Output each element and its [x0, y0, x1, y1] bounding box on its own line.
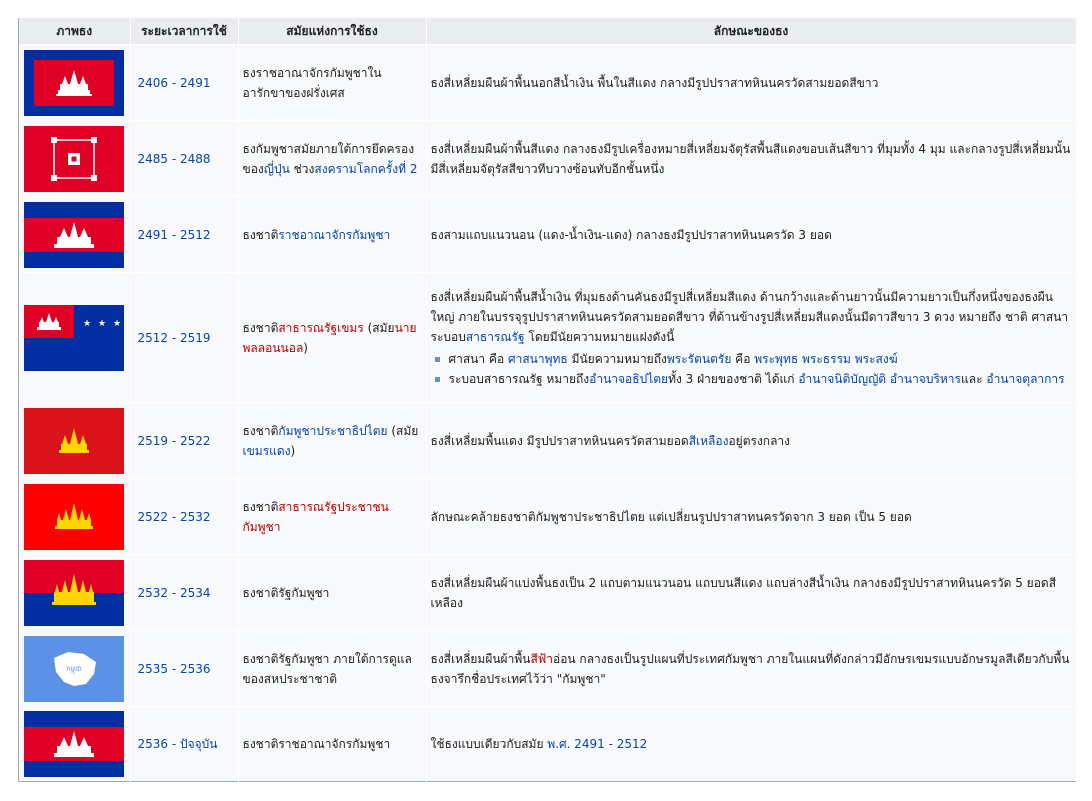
state-of-cambodia-flag-image[interactable]: [24, 560, 124, 626]
era-cell: [238, 121, 426, 197]
buddhism-link[interactable]: ศาสนาพุทธ: [507, 351, 568, 366]
japan-link[interactable]: ญี่ปุ่น: [263, 161, 290, 176]
flag-image-cell: [19, 479, 130, 555]
list-text: ทั้ง 3 ฝ่ายของชาติ ได้แก่: [668, 371, 799, 386]
description-cell: ธงสี่เหลี่ยมผืนผ้าพื้นสีแดง กลางธงมีรูปเครื่องหมายสี่เหลี่ยมจัตุรัสพื้นสีแดงขอบเส้นสีขาว ที่มุมทั้ง 4 มุม และกลางรูปสี่เหลี่ยมนั้นมีสี่เหลี่ยมจัตุรัสสีขาวทีบวางซ้อนทับอีกชั้นหนึ่ง: [426, 121, 1076, 197]
period-link[interactable]: 2512 - 2519: [137, 330, 211, 345]
table-row: [19, 45, 1076, 121]
table-row: [19, 555, 1076, 631]
flag-image-cell: [19, 45, 130, 121]
period-cell: [130, 45, 238, 121]
era-cell: ธงราชอาณาจักรกัมพูชาในอารักขาของฝรั่งเศส: [238, 45, 426, 121]
era-text: ช่วง: [289, 161, 315, 176]
flag-image-cell: [19, 273, 130, 403]
meaning-list: [431, 349, 1072, 389]
period-link[interactable]: 2535 - 2536: [137, 661, 211, 676]
judicial-link[interactable]: อำนาจตุลาการ: [986, 371, 1065, 386]
kingdom-link[interactable]: ราชอาณาจักรกัมพูชา: [278, 227, 391, 242]
description-cell: ธงสี่เหลี่ยมผืนผ้าแบ่งพื้นธงเป็น 2 แถบตามแนวนอน แถบบนสีแดง แถบล่างสีน้ำเงิน กลางธงมีรูปปราสาทหินนครวัด 5 ยอดสีเหลือง: [426, 555, 1076, 631]
header-description[interactable]: ลักษณะของธง: [426, 18, 1076, 45]
khmer-republic-flag-image[interactable]: [24, 305, 124, 371]
period-link[interactable]: 2491 - 2512: [137, 227, 211, 242]
list-text: ระบอบสาธารณรัฐ หมายถึง: [448, 371, 590, 386]
era-cell: [238, 197, 426, 273]
era-text: ): [303, 340, 308, 355]
svg-text:★: ★: [83, 318, 92, 329]
ww2-link[interactable]: สงครามโลกครั้งที่ 2: [314, 161, 418, 176]
sovereignty-link[interactable]: อำนาจอธิปไตย: [589, 371, 669, 386]
era-text: (สมัย: [363, 320, 395, 335]
description-text: ใช้ธงแบบเดียวกับสมัย: [430, 737, 548, 752]
header-era[interactable]: สมัยแห่งการใช้ธง: [238, 18, 426, 45]
legislative-executive-link[interactable]: อำนาจนิติบัญญัติ อำนาจบริหาร: [798, 371, 961, 386]
period-link[interactable]: 2519 - 2522: [137, 433, 211, 448]
kingdom-flag-image[interactable]: [24, 202, 124, 268]
description-text: อ่อน กลางธงเป็นรูปแผนที่ประเทศกัมพูชา ภายในแผนที่ดังกล่าวมีอักษรเขมรแบบอักษรมูลสีเดียวกับพื้นธงจารึกชื่อประเทศไว้ว่า "กัมพูชา": [430, 651, 1070, 686]
flag-image-cell: [19, 197, 130, 273]
flag-image-cell: [19, 555, 130, 631]
era-text: (สมัย: [387, 423, 419, 438]
khmer-rouge-link[interactable]: เขมรแดง: [242, 443, 291, 458]
japanese-occupation-flag-image[interactable]: [24, 126, 124, 192]
era-cell: [238, 403, 426, 479]
prk-link[interactable]: สาธารณรัฐประชาชนกัมพูชา: [242, 499, 389, 534]
description-text: ธงสี่เหลี่ยมผืนผ้าพื้น: [430, 651, 531, 666]
description-cell: [426, 403, 1076, 479]
lon-nol-link[interactable]: นายพลลอนนอล: [242, 320, 417, 355]
period-cell: [130, 631, 238, 707]
prk-flag-image[interactable]: [24, 484, 124, 550]
description-cell: [426, 707, 1076, 782]
era-text: ): [290, 443, 296, 458]
table-row: [19, 121, 1076, 197]
yellow-link[interactable]: สีเหลือง: [688, 433, 729, 448]
list-item: [449, 369, 1072, 389]
description-cell: ลักษณะคล้ายธงชาติกัมพูชาประชาธิปไตย แต่เปลี่ยนรูปปราสาทนครวัดจาก 3 ยอด เป็น 5 ยอด: [426, 479, 1076, 555]
flag-image-cell: [19, 631, 130, 707]
era-text: ธงชาติ: [242, 320, 279, 335]
description-text: อยู่ตรงกลาง: [728, 433, 791, 448]
description-text: ธงสี่เหลี่ยมพื้นแดง มีรูปปราสาทหินนครวัดสามยอด: [430, 433, 689, 448]
header-period[interactable]: ระยะเวลาการใช้: [130, 18, 238, 45]
light-blue-link[interactable]: สีฟ้า: [530, 651, 553, 666]
era-cell: ธงชาติรัฐกัมพูชา: [238, 555, 426, 631]
description-cell: [426, 631, 1076, 707]
flag-history-table-wrapper: [18, 18, 1077, 782]
era-text: ธงชาติ: [242, 499, 279, 514]
description-cell: ธงสามแถบแนวนอน (แดง-น้ำเงิน-แดง) กลางธงมีรูปปราสาทหินนครวัด 3 ยอด: [426, 197, 1076, 273]
period-cell: [130, 273, 238, 403]
svg-text:★: ★: [98, 318, 107, 329]
period-link[interactable]: 2536 - ปัจจุบัน: [137, 737, 218, 752]
kingdom-flag-current-image[interactable]: [24, 711, 124, 777]
header-image[interactable]: ภาพธง: [19, 18, 130, 45]
era-cell: [238, 273, 426, 403]
democratic-kampuchea-flag-image[interactable]: [24, 408, 124, 474]
list-text: และ: [961, 371, 987, 386]
flag-image-cell: [19, 707, 130, 782]
svg-text:★: ★: [113, 318, 122, 329]
description-cell: [426, 273, 1076, 403]
period-link[interactable]: 2522 - 2532: [137, 509, 211, 524]
period-link[interactable]: 2532 - 2534: [137, 585, 211, 600]
era-text: ธงชาติ: [242, 423, 279, 438]
democratic-kampuchea-link[interactable]: กัมพูชาประชาธิปไตย: [278, 423, 388, 438]
period-link[interactable]: 2485 - 2488: [137, 151, 211, 166]
era-cell: ธงชาติรัฐกัมพูชา ภายใต้การดูแลของสหประชาชาติ: [238, 631, 426, 707]
period-link[interactable]: 2406 - 2491: [137, 75, 211, 90]
list-text: มีนัยความหมายถึง: [567, 351, 667, 366]
era-cell: ธงชาติราชอาณาจักรกัมพูชา: [238, 707, 426, 782]
untac-flag-image[interactable]: [24, 636, 124, 702]
republic-link[interactable]: สาธารณรัฐ: [465, 329, 525, 344]
list-item: [449, 349, 1072, 369]
flag-image-cell: [19, 121, 130, 197]
list-text: คือ: [731, 351, 755, 366]
period-cell: [130, 403, 238, 479]
description-cell: ธงสี่เหลี่ยมผืนผ้าพื้นนอกสีน้ำเงิน พื้นในสีแดง กลางมีรูปปราสาทหินนครวัดสามยอดสีขาว: [426, 45, 1076, 121]
triple-gem-link[interactable]: พระรัตนตรัย: [666, 351, 732, 366]
flag-khmer-text: កម្ពុជា: [66, 664, 83, 673]
era-2491-link[interactable]: พ.ศ. 2491 - 2512: [547, 737, 648, 752]
table-row: [19, 273, 1076, 403]
period-cell: [130, 555, 238, 631]
buddha-dhamma-sangha-link[interactable]: พระพุทธ พระธรรม พระสงฆ์: [754, 351, 898, 366]
flag-history-table: [19, 18, 1077, 782]
table-row: [19, 479, 1076, 555]
table-row: [19, 197, 1076, 273]
list-text: ศาสนา คือ: [448, 351, 508, 366]
period-cell: [130, 121, 238, 197]
header-row: [19, 18, 1076, 45]
table-row: [19, 707, 1076, 782]
table-row: [19, 631, 1076, 707]
description-text: โดยมีนัยความหมายแฝงดังนี้: [524, 329, 675, 344]
period-cell: [130, 197, 238, 273]
era-cell: [238, 479, 426, 555]
table-row: [19, 403, 1076, 479]
era-text: ธงกัมพูชาสมัยภายใต้การยึดครองของ: [242, 141, 415, 176]
khmer-republic-link[interactable]: สาธารณรัฐเขมร: [278, 320, 364, 335]
period-cell: [130, 707, 238, 782]
description-text: ธงสี่เหลี่ยมผืนผ้าพื้นสีน้ำเงิน ที่มุมธงด้านคันธงมีรูปสี่เหลี่ยมสีแดง ด้านกว้างและด้านยาวนั้นมีความยาวเป็นกึ่งหนึ่งของธงผืนใหญ่ ภายในบรรจุรูปปราสาทหินนครวัดสามยอดสีขาว ที่ด้านข้างรูปสี่เหลี่ยมสีแดงนั้นมีดาวสีขาว 3 ดวง หมายถึง ชาติ ศาสนา ระบอบ: [430, 289, 1069, 344]
french-protectorate-flag-image[interactable]: [24, 50, 124, 116]
era-text: ธงชาติ: [242, 227, 279, 242]
period-cell: [130, 479, 238, 555]
flag-image-cell: [19, 403, 130, 479]
